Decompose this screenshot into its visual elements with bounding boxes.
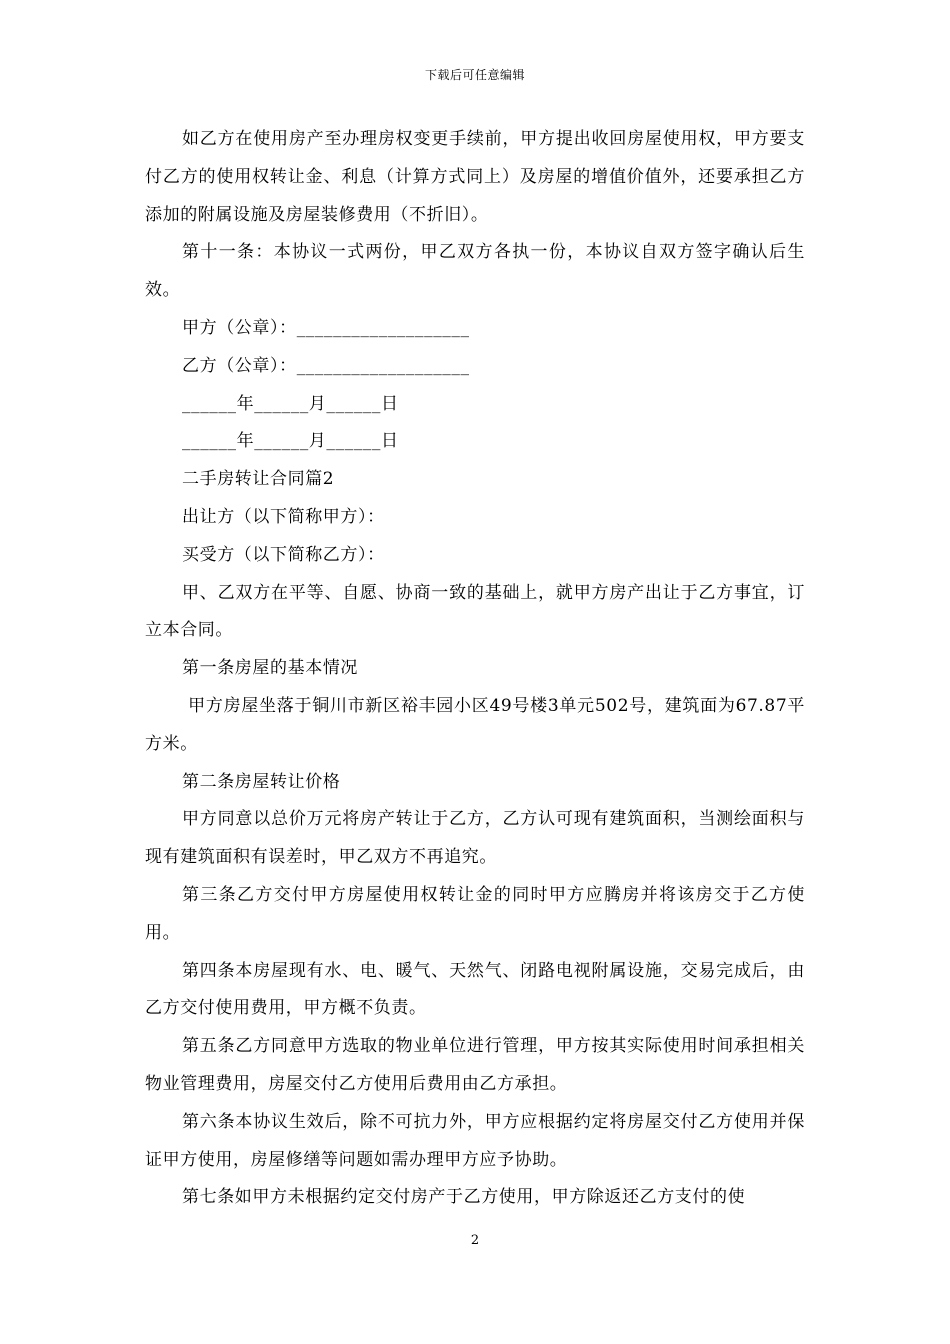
paragraph-article-3: 第三条乙方交付甲方房屋使用权转让金的同时甲方应腾房并将该房交于乙方使用。 bbox=[145, 884, 805, 943]
article-1-heading: 第一条房屋的基本情况 bbox=[182, 658, 358, 679]
paragraph-article-5: 第五条乙方同意甲方选取的物业单位进行管理，甲方按其实际使用时间承担相关物业管理费用，房屋交付乙方使用后费用由乙方承担。 bbox=[145, 1036, 805, 1094]
section-title: 二手房转让合同篇2 bbox=[182, 469, 335, 490]
party-a-seal-line: 甲方（公章）：___________________ bbox=[182, 317, 470, 338]
page-header: 下载后可任意编辑 bbox=[424, 68, 525, 82]
date-line-2: ______年______月______日 bbox=[182, 431, 399, 452]
paragraph-article-6: 第六条本协议生效后，除不可抗力外，甲方应根据约定将房屋交付乙方使用并保证甲方使用，房屋修缮等问题如需办理甲方应予协助。 bbox=[145, 1111, 805, 1170]
article-2-heading: 第二条房屋转让价格 bbox=[182, 771, 341, 792]
paragraph-reclaim-terms: 如乙方在使用房产至办理房权变更手续前，甲方提出收回房屋使用权，甲方要支付乙方的使用权转让金、利息（计算方式同上）及房屋的增值价值外，还要承担乙方添加的附属设施及房屋装修费用（不折旧）。 bbox=[145, 129, 805, 225]
seller-line: 出让方（以下简称甲方）： bbox=[182, 506, 385, 527]
paragraph-price: 甲方同意以总价万元将房产转让于乙方，乙方认可现有建筑面积，当测绘面积与现有建筑面积有误差时，甲乙双方不再追究。 bbox=[145, 809, 805, 868]
page-number: 2 bbox=[470, 1233, 480, 1248]
document-body bbox=[145, 121, 805, 1217]
paragraph-article-4: 第四条本房屋现有水、电、暖气、天然气、闭路电视附属设施，交易完成后，由乙方交付使用费用，甲方概不负责。 bbox=[145, 960, 805, 1019]
paragraph-property-location: 甲方房屋坐落于铜川市新区裕丰园小区49号楼3单元502号，建筑面为67.87平方米。 bbox=[145, 695, 805, 754]
paragraph-article-11: 第十一条：本协议一式两份，甲乙双方各执一份，本协议自双方签字确认后生效。 bbox=[145, 242, 805, 301]
paragraph-article-7: 第七条如甲方未根据约定交付房产于乙方使用，甲方除返还乙方支付的使 bbox=[182, 1187, 746, 1208]
party-b-seal-line: 乙方（公章）：___________________ bbox=[182, 355, 470, 376]
date-line-1: ______年______月______日 bbox=[182, 393, 399, 414]
paragraph-preamble: 甲、乙双方在平等、自愿、协商一致的基础上，就甲方房产出让于乙方事宜，订立本合同。 bbox=[145, 582, 805, 641]
buyer-line: 买受方（以下简称乙方）： bbox=[182, 544, 385, 565]
